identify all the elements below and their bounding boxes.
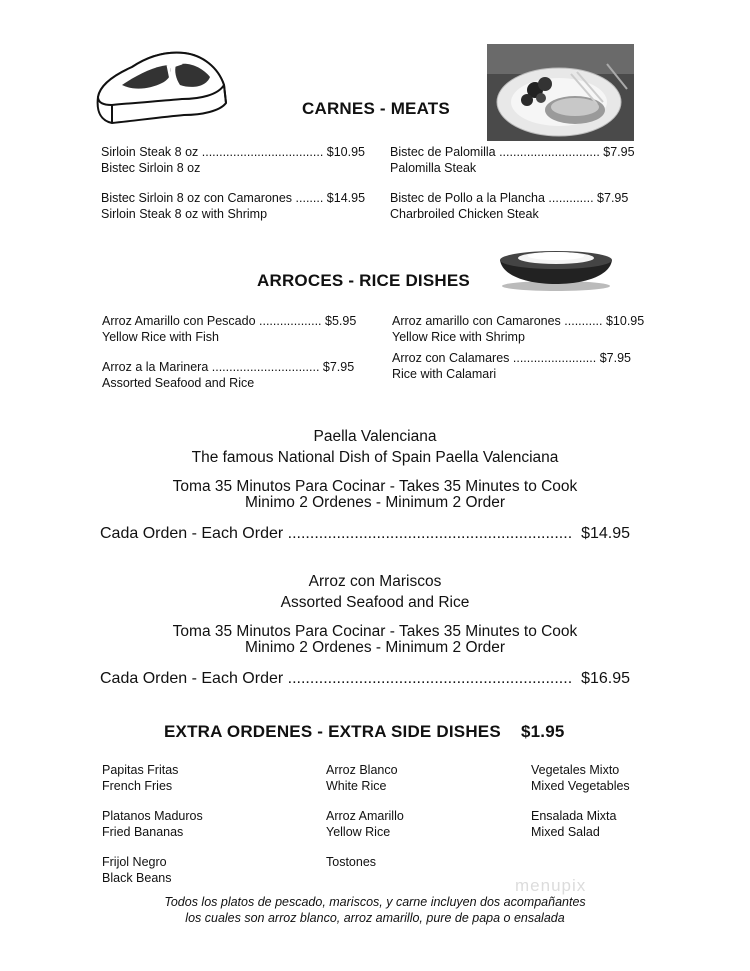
item-name-price: Arroz a la Marinera ............................... $7.95 — [102, 360, 355, 374]
paella-description: The famous National Dish of Spain Paella Valenciana — [191, 449, 559, 466]
menu-item — [101, 190, 365, 222]
order-price: $16.95 — [577, 670, 630, 688]
side-name: Arroz Blanco — [326, 763, 398, 777]
steak-illustration — [92, 45, 232, 127]
mariscos-minimum: Minimo 2 Ordenes - Minimum 2 Order — [244, 639, 506, 656]
side-name: Papitas Fritas — [102, 763, 179, 777]
order-label: Cada Orden - Each Order ................................................................ — [100, 670, 573, 687]
side-translation: French Fries — [102, 779, 173, 793]
order-price: $14.95 — [577, 525, 630, 543]
sides-price: $1.95 — [521, 722, 565, 741]
side-name: Frijol Negro — [102, 855, 167, 869]
side-translation: Black Beans — [102, 871, 172, 885]
side-translation: Mixed Salad — [531, 825, 600, 839]
item-name-price: Arroz con Calamares ........................ $7.95 — [392, 351, 631, 365]
paella-order-line — [100, 525, 630, 543]
item-name-price: Bistec de Pollo a la Plancha ............. $7.95 — [390, 191, 629, 205]
side-name: Arroz Amarillo — [326, 809, 404, 823]
side-translation: Yellow Rice — [326, 825, 391, 839]
sides-section-title: EXTRA ORDENES - EXTRA SIDE DISHES — [164, 722, 501, 741]
side-name: Vegetales Mixto — [531, 763, 620, 777]
side-name: Platanos Maduros — [102, 809, 203, 823]
watermark-logo: menupix — [515, 876, 587, 895]
side-item — [102, 854, 171, 886]
item-name-price: Sirloin Steak 8 oz ................................... $10.95 — [101, 145, 366, 159]
footer-note-line1: Todos los platos de pescado, mariscos, y carne incluyen dos acompañantes — [164, 895, 586, 909]
meats-section-title: CARNES - MEATS — [302, 99, 450, 118]
side-item — [102, 762, 178, 794]
item-name-price: Bistec Sirloin 8 oz con Camarones ........ $14.95 — [101, 191, 366, 205]
plated-dish-photo — [487, 44, 634, 141]
item-translation: Yellow Rice with Shrimp — [392, 330, 525, 344]
item-name-price: Bistec de Palomilla ............................. $7.95 — [390, 145, 635, 159]
side-item — [531, 762, 630, 794]
side-translation: Fried Bananas — [102, 825, 184, 839]
side-item — [102, 808, 203, 840]
item-translation: Sirloin Steak 8 oz with Shrimp — [101, 207, 268, 221]
mariscos-description: Assorted Seafood and Rice — [280, 594, 470, 611]
menu-item — [102, 359, 354, 391]
item-translation: Assorted Seafood and Rice — [102, 376, 255, 390]
menu-item — [102, 313, 356, 345]
side-item — [531, 808, 616, 840]
side-name: Ensalada Mixta — [531, 809, 617, 823]
menu-item — [392, 313, 644, 345]
item-name-price: Arroz Amarillo con Pescado .................. $5.95 — [102, 314, 357, 328]
side-translation: White Rice — [326, 779, 387, 793]
footer-note-line2: los cuales son arroz blanco, arroz amarillo, pure de papa o ensalada — [185, 911, 565, 925]
side-item — [326, 762, 398, 794]
item-translation: Charbroiled Chicken Steak — [390, 207, 539, 221]
side-item — [326, 854, 376, 870]
menu-item — [390, 190, 628, 222]
item-translation: Bistec Sirloin 8 oz — [101, 161, 201, 175]
rice-bowl-illustration — [498, 246, 614, 292]
item-translation: Rice with Calamari — [392, 367, 497, 381]
paella-cook-time: Toma 35 Minutos Para Cocinar - Takes 35 Minutes to Cook — [172, 478, 578, 495]
mariscos-cook-time: Toma 35 Minutos Para Cocinar - Takes 35 Minutes to Cook — [172, 623, 578, 640]
side-item — [326, 808, 404, 840]
menu-item — [392, 350, 631, 382]
item-translation: Palomilla Steak — [390, 161, 477, 175]
side-translation: Mixed Vegetables — [531, 779, 630, 793]
order-label: Cada Orden - Each Order ................................................................ — [100, 525, 573, 542]
side-name: Tostones — [326, 855, 377, 869]
rice-section-title: ARROCES - RICE DISHES — [257, 271, 470, 290]
menu-item — [101, 144, 365, 176]
menu-item — [390, 144, 635, 176]
paella-name: Paella Valenciana — [313, 428, 437, 445]
paella-minimum: Minimo 2 Ordenes - Minimum 2 Order — [244, 494, 506, 511]
item-translation: Yellow Rice with Fish — [102, 330, 219, 344]
item-name-price: Arroz amarillo con Camarones ........... $10.95 — [392, 314, 645, 328]
mariscos-order-line — [100, 670, 630, 688]
mariscos-name: Arroz con Mariscos — [308, 573, 442, 590]
